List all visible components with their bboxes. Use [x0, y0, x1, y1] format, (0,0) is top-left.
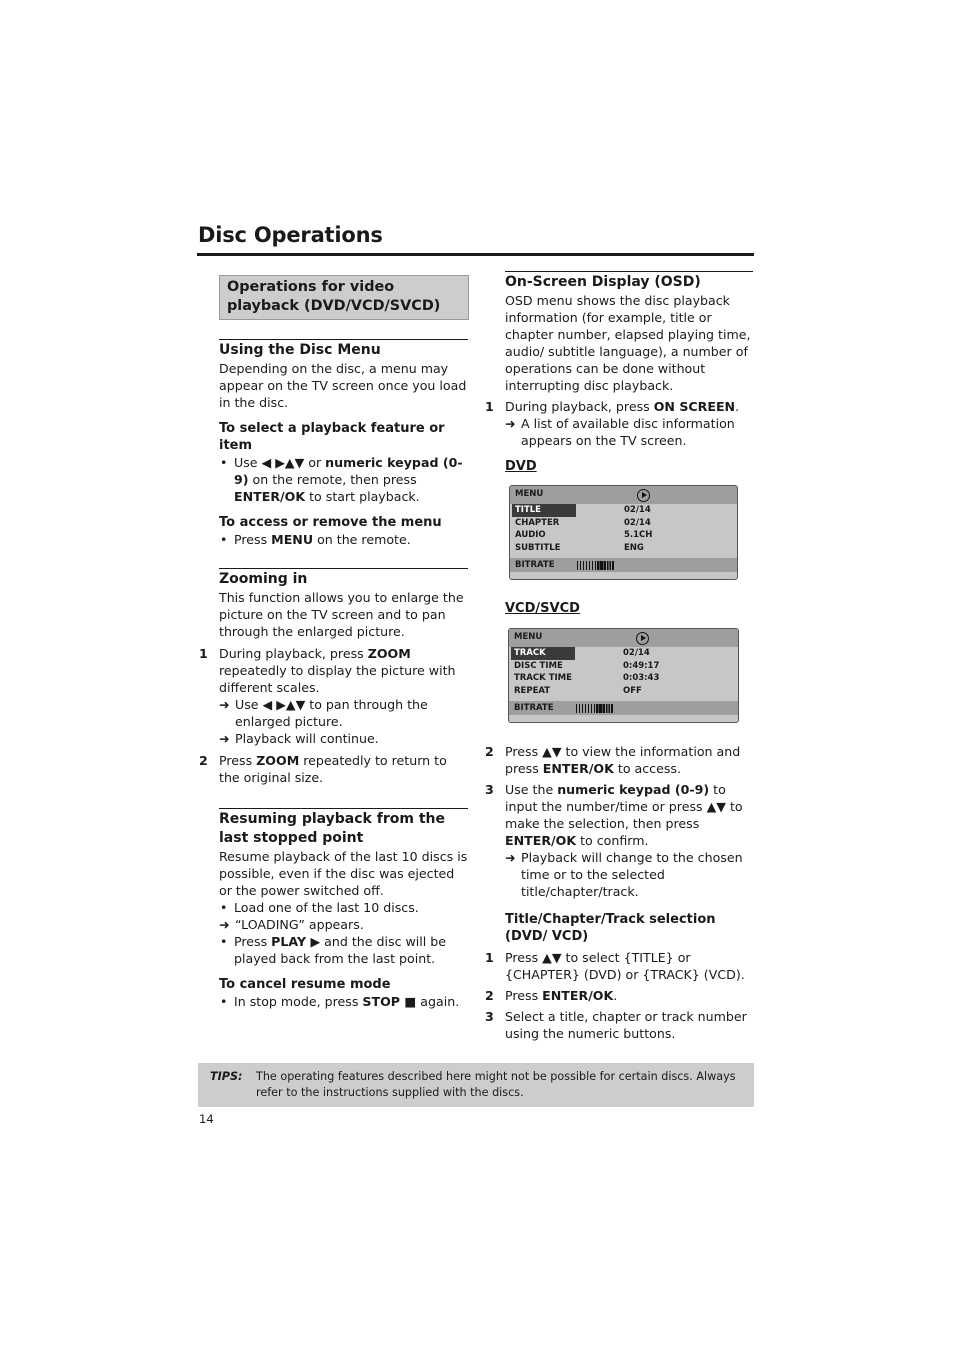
resume-bullet-1: • Load one of the last 10 discs. — [219, 899, 468, 916]
zoom-step-2: 2 Press ZOOM repeatedly to return to the original size. — [199, 753, 447, 785]
cancel-resume-heading: To cancel resume mode — [219, 977, 391, 992]
bitrate-bars-icon — [576, 704, 613, 713]
dvd-osd-menu-label: MENU — [515, 489, 544, 499]
disc-menu-heading: Using the Disc Menu — [219, 339, 468, 360]
dvd-osd-row: CHAPTER 02/14 — [515, 517, 651, 528]
vcd-label: VCD/SVCD — [505, 601, 580, 616]
resume-heading: Resuming playback from the last stopped point — [219, 808, 468, 848]
tips-box — [198, 1063, 754, 1107]
vcd-bitrate-label: BITRATE — [514, 703, 554, 713]
zoom-intro: This function allows you to enlarge the picture on the TV screen and to pan through the enlarged picture. — [219, 590, 464, 639]
select-feature-bullet: • Use ◀ ▶▲▼ or numeric keypad (0-9) on the remote, then press ENTER/OK to start playback. — [219, 454, 468, 505]
zoom-heading: Zooming in — [219, 568, 468, 589]
right-column-top — [485, 271, 753, 449]
dvd-osd-footer — [510, 558, 737, 572]
tcs-step-1: 1 Press ▲▼ to select {TITLE} or {CHAPTER} (DVD) or {TRACK} (VCD). — [485, 950, 745, 982]
tcs-step-3: 3 Select a title, chapter or track number using the numeric buttons. — [485, 1009, 747, 1041]
zoom-step-1-result-2: ➜ Playback will continue. — [219, 731, 379, 746]
tcs-step-2: 2 Press ENTER/OK. — [485, 988, 618, 1003]
dvd-osd-header — [510, 486, 737, 504]
tcs-heading: Title/Chapter/Track selection (DVD/ VCD) — [505, 912, 716, 944]
vcd-osd-menu-label: MENU — [514, 632, 543, 642]
vcd-osd-footer — [509, 701, 738, 715]
select-feature-heading: To select a playback feature or item — [219, 421, 445, 453]
vcd-osd-row: TRACK 02/14 — [509, 647, 738, 660]
tips-text: The operating features described here might not be possible for certain discs. Always refer to the instructions supplied with the discs. — [256, 1070, 736, 1099]
resume-intro: Resume playback of the last 10 discs is possible, even if the disc was ejected or the power switched off. — [219, 849, 468, 898]
play-icon — [636, 632, 649, 645]
vcd-osd-header — [509, 629, 738, 647]
osd-intro: OSD menu shows the disc playback information (for example, title or chapter number, elapsed playing time, audio/ subtitle language), a number of operations can be done without interrupting disc playback. — [505, 293, 751, 393]
dvd-osd-row: AUDIO 5.1CH — [515, 530, 653, 540]
right-column-bottom — [485, 743, 755, 1042]
vcd-osd-row: TRACK TIME 0:03:43 — [514, 673, 660, 683]
access-menu-heading: To access or remove the menu — [219, 515, 442, 530]
osd-step-3: 3 Use the numeric keypad (0-9) to input the number/time or press ▲▼ to make the selection, then press ENTER/OK to confirm. — [485, 782, 743, 848]
osd-step-1-result: ➜ A list of available disc information appears on the TV screen. — [505, 416, 735, 448]
disc-menu-intro: Depending on the disc, a menu may appear on the TV screen once you load in the disc. — [219, 361, 467, 410]
left-column — [199, 339, 468, 1010]
page-title: Disc Operations — [198, 223, 383, 247]
osd-step-2: 2 Press ▲▼ to view the information and press ENTER/OK to access. — [485, 744, 741, 776]
title-divider — [197, 253, 754, 256]
dvd-osd-row: TITLE 02/14 — [510, 504, 737, 517]
vcd-osd-panel — [508, 628, 739, 723]
access-menu-bullet: • Press MENU on the remote. — [219, 531, 468, 548]
resume-bullet-2: • Press PLAY ▶ and the disc will be played back from the last point. — [219, 933, 468, 967]
zoom-step-1-result-1: ➜ Use ◀ ▶▲▼ to pan through the enlarged picture. — [219, 697, 428, 729]
vcd-osd-row: REPEAT OFF — [514, 685, 642, 696]
resume-result: ➜ “LOADING” appears. — [219, 917, 364, 932]
tips-label: TIPS: — [210, 1070, 243, 1083]
play-icon — [637, 489, 650, 502]
dvd-osd-row: SUBTITLE ENG — [515, 542, 644, 553]
osd-heading: On-Screen Display (OSD) — [505, 271, 753, 292]
zoom-step-1: 1 During playback, press ZOOM repeatedly to display the picture with different scales. — [199, 646, 456, 695]
dvd-bitrate-label: BITRATE — [515, 560, 555, 570]
osd-step-1: 1 During playback, press ON SCREEN. — [485, 399, 740, 414]
dvd-osd-panel — [509, 485, 738, 580]
page-number: 14 — [199, 1112, 214, 1126]
cancel-resume-bullet: • In stop mode, press STOP ■ again. — [219, 993, 468, 1010]
vcd-osd-row: DISC TIME 0:49:17 — [514, 660, 660, 671]
osd-step-3-result: ➜ Playback will change to the chosen time or to the selected title/chapter/track. — [505, 850, 743, 899]
section-title-box: Operations for video playback (DVD/VCD/SVCD) — [219, 275, 469, 320]
dvd-label: DVD — [505, 459, 537, 474]
bitrate-bars-icon — [577, 561, 614, 570]
